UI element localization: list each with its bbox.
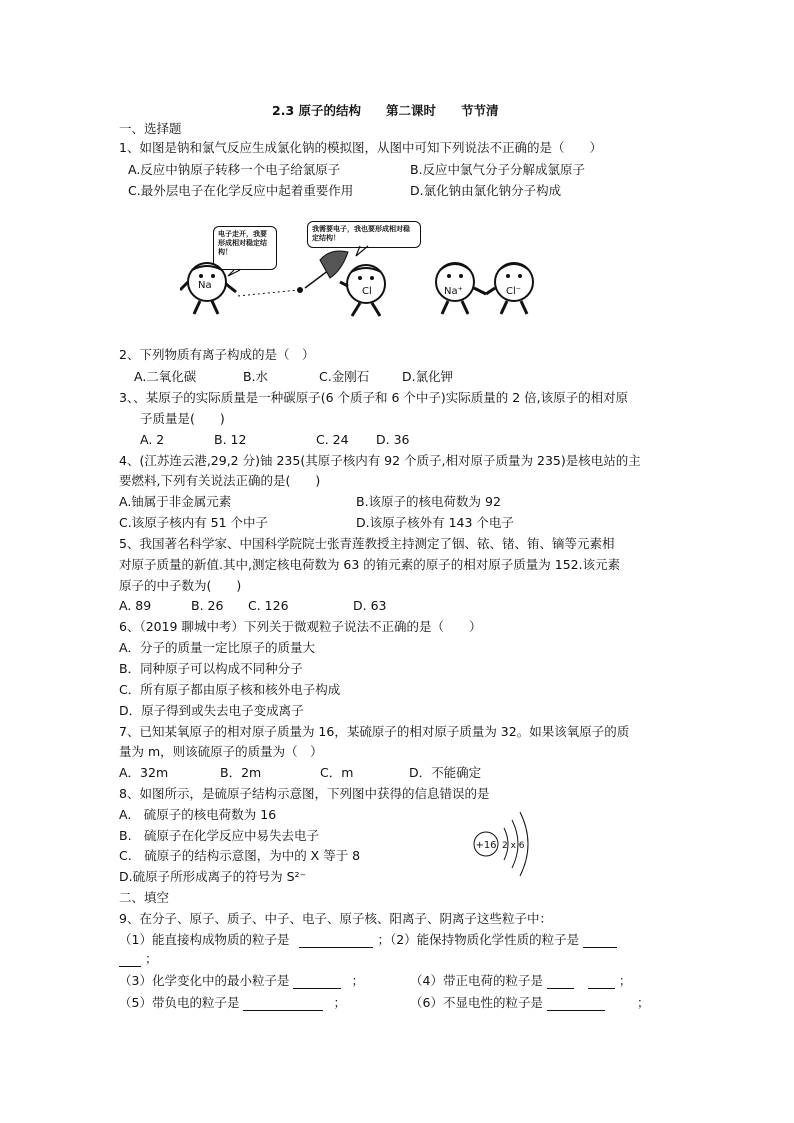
question-1-stem: 1、如图是钠和氯气反应生成氯化钠的模拟图，从图中可知下列说法不正确的是（ ） [119,140,602,155]
question-4-stem: 4、(江苏连云港,29,2 分)铀 235(其原子核内有 92 个质子,相对原子质量为 235)是核电站的主 [119,453,641,468]
q9-part-2-blank[interactable] [583,935,617,948]
q6-option-a: A．分子的质量一定比原子的质量大 [119,640,316,655]
sodium-speech-bubble: 电子走开，我要形成相对稳定结构！ [213,226,277,270]
q9-part-3-label: （3）化学变化中的最小粒子是 [119,973,290,988]
question-3-stem-cont: 子质量是( ) [140,411,225,426]
question-8-stem: 8、如图所示，是硫原子结构示意图，下列图中获得的信息错误的是 [119,786,490,801]
question-7-stem: 7、已知某氧原子的相对原子质量为 16，某硫原子的相对原子质量为 32。如果该氧原子的质 [119,724,630,739]
section-heading-choice: 一、选择题 [119,121,182,136]
chlorine-atom-icon [340,265,385,316]
q4-option-a: A.铀属于非金属元素 [119,494,232,509]
question-5-stem-cont: 对原子质量的新值.其中,测定核电荷数为 63 的铕元素的原子的相对原子质量为 152.该元素 [119,557,621,572]
sodium-chlorine-reaction-figure [180,218,540,328]
page-title: 2.3 原子的结构 第二课时 节节清 [272,103,499,118]
question-3-stem: 3、、某原子的实际质量是一种碳原子(6 个质子和 6 个中子)实际质量的 2 倍,该原子的相对原 [119,390,629,405]
q7-option-c: C．m [320,765,354,780]
q9-part-2-blank-cont[interactable] [119,954,141,967]
q9-part-2-semicolon: ； [144,951,158,966]
q5-option-d: D. 63 [353,598,387,613]
q9-part-5-row [119,994,346,1011]
q5-option-a: A. 89 [119,598,152,613]
q7-option-b: B．2m [220,765,262,780]
q1-option-a: A.反应中钠原子转移一个电子给氯原子 [128,162,341,177]
question-2-stem: 2、下列物质有离子构成的是（ ） [119,347,315,362]
section-heading-fill: 二、填空 [119,890,170,905]
q8-option-b: B. 硫原子在化学反应中易失去电子 [119,828,320,843]
q9-part-1-row [119,931,617,948]
na-label: Na [198,280,212,291]
chlorine-speech-bubble: 我需要电子，我也要形成相对稳定结构！ [307,221,421,248]
q1-option-d: D.氯化钠由氯化钠分子构成 [410,183,562,198]
question-7-stem-cont: 量为 m，则该硫原子的质量为（ ） [119,744,323,759]
q9-part-2-row-cont [119,950,158,967]
q8-option-a: A. 硫原子的核电荷数为 16 [119,807,277,822]
q1-option-b: B.反应中氯气分子分解成氯原子 [410,162,586,177]
sulfur-atom-structure-diagram [470,808,550,880]
chloride-ion-icon [486,263,533,314]
q5-option-c: C. 126 [248,598,289,613]
cl-ion-label: Cl⁻ [506,286,522,297]
q9-part-4-label: （4）带正电荷的粒子是 [410,973,543,988]
q9-part-5-label: （5）带负电的粒子是 [119,995,240,1010]
sodium-atom-icon [180,263,236,314]
q3-option-b: B. 12 [214,432,247,447]
q2-option-c: C.金刚石 [319,369,370,384]
q9-part-3-blank[interactable] [293,976,341,989]
q4-option-c: C.该原子核内有 51 个中子 [119,515,269,530]
q9-part-5-semicolon: ； [333,995,346,1010]
q1-option-c: C.最外层电子在化学反应中起着重要作用 [128,183,354,198]
q9-part-6-row [410,994,649,1011]
q9-part-6-blank[interactable] [547,998,605,1011]
q9-part-4-blank-2[interactable] [588,976,615,989]
q6-option-c: C．所有原子都由原子核和核外电子构成 [119,682,341,697]
q7-option-a: A．32m [119,765,169,780]
q3-option-d: D. 36 [376,432,410,447]
q9-part-5-blank[interactable] [243,998,323,1011]
q8-option-c: C. 硫原子的结构示意图，为中的 X 等于 8 [119,848,361,863]
q4-option-b: B.该原子的核电荷数为 92 [356,494,501,509]
q9-part-1-label: （1）能直接构成物质的粒子是 [119,932,290,947]
question-5-stem-cont2: 原子的中子数为( ) [119,578,242,593]
na-ion-label: Na⁺ [444,286,463,297]
q9-part-3-row [119,972,364,989]
reaction-cartoon [180,218,540,328]
q9-part-6-label: （6）不显电性的粒子是 [410,995,543,1010]
q9-part-4-row [410,972,631,989]
q4-option-d: D.该原子核外有 143 个电子 [356,515,514,530]
q5-option-b: B. 26 [191,598,224,613]
q8-option-d: D.硫原子所形成离子的符号为 S²⁻ [119,869,307,884]
question-4-stem-cont: 要燃料,下列有关说法正确的是( ) [119,473,321,488]
nucleus-charge-label: +16 [475,840,497,851]
question-6-stem: 6、（2019 聊城中考）下列关于微观粒子说法不正确的是（ ） [119,619,482,634]
cl-label: Cl [362,286,372,297]
q9-part-6-semicolon: ； [636,995,650,1010]
q6-option-d: D．原子得到或失去电子变成离子 [119,703,304,718]
sodium-ion-icon [436,263,486,314]
question-5-stem: 5、我国著名科学家、中国科学院院士张青莲教授主持测定了铟、铱、锗、铕、镝等元素相 [119,536,615,551]
q2-option-d: D.氯化钾 [402,369,454,384]
q9-part-1-blank[interactable] [299,935,373,948]
q9-part-4-semicolon: ； [618,973,632,988]
q2-option-b: B.水 [243,369,269,384]
q9-part-3-semicolon: ； [351,973,364,988]
question-9-stem: 9、在分子、原子、质子、中子、电子、原子核、阳离子、阴离子这些粒子中： [119,911,552,926]
q7-option-d: D．不能确定 [409,765,482,780]
q9-part-4-blank[interactable] [547,976,574,989]
q2-option-a: A.二氧化碳 [134,369,197,384]
q9-part-2-label: ；（2）能保持物质化学性质的粒子是 [377,932,580,947]
electron-shells-label: 2 x 6 [502,841,525,851]
q3-option-c: C. 24 [316,432,349,447]
q3-option-a: A. 2 [140,432,165,447]
q6-option-b: B．同种原子可以构成不同种分子 [119,661,303,676]
